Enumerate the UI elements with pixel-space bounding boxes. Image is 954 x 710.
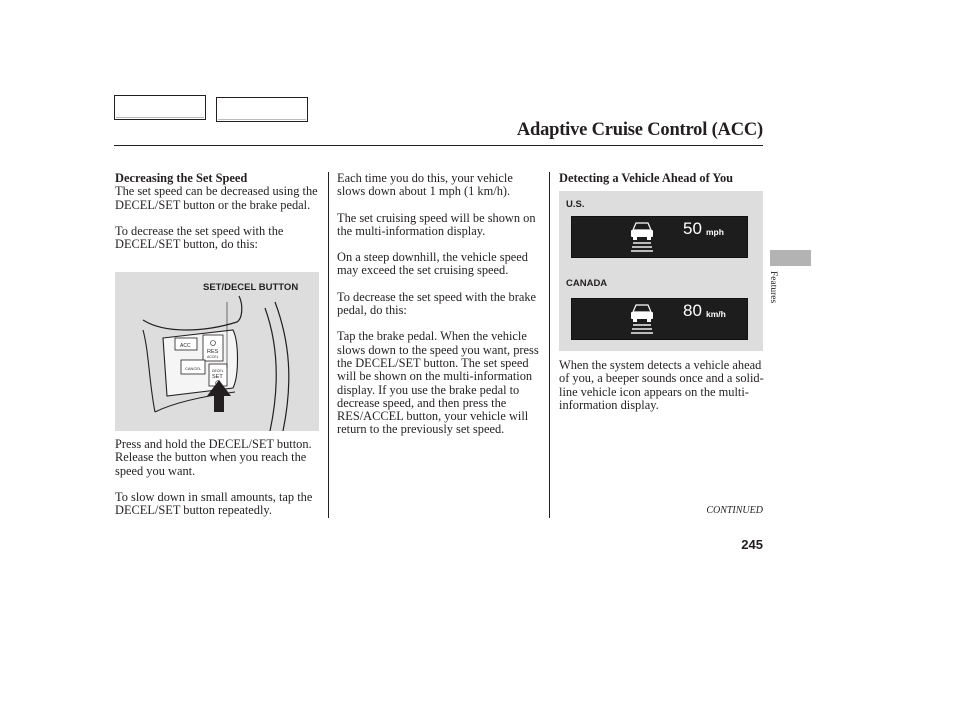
paragraph: Each time you do this, your vehicle slows down about 1 mph (1 km/h). <box>337 171 513 199</box>
column-1 <box>115 172 320 251</box>
res-button-label: RES <box>207 349 219 355</box>
section-label <box>764 271 786 321</box>
paragraph: When the system detects a vehicle ahead of you, a beeper sounds once and a solid-line vehicle icon appears on the multi-information display. <box>559 358 764 412</box>
set-speed-value: 80 <box>683 301 702 320</box>
title-rule <box>114 145 763 146</box>
column-3 <box>559 172 765 185</box>
set-decel-figure <box>115 272 319 431</box>
section-label-text: Features <box>768 271 778 304</box>
steering-wheel-controls-illustration <box>115 272 319 431</box>
column-2 <box>337 172 543 437</box>
speed-unit: mph <box>706 227 724 237</box>
continued-note: CONTINUED <box>706 505 763 516</box>
speed-unit: km/h <box>706 309 726 319</box>
section-heading: Detecting a Vehicle Ahead of You <box>559 171 734 185</box>
paragraph: To slow down in small amounts, tap the DECEL/SET button repeatedly. <box>115 489 313 518</box>
region-label-canada: CANADA <box>566 278 608 289</box>
column-divider <box>328 172 329 518</box>
column-1-lower <box>115 438 320 517</box>
set-speed-value: 50 <box>683 219 702 238</box>
paragraph: The set speed can be decreased using the DECEL/SET button or the brake pedal. <box>115 184 318 212</box>
region-label-us: U.S. <box>566 199 585 210</box>
accel-button-label: ACCEL <box>207 355 219 359</box>
column-3-lower <box>559 359 765 412</box>
paragraph: The set cruising speed will be shown on the multi-information display. <box>337 210 536 238</box>
nav-box-left[interactable] <box>114 95 206 120</box>
decel-button-label: DECEL <box>212 369 224 373</box>
paragraph: Press and hold the DECEL/SET button. Release the button when you reach the speed you want. <box>115 437 312 478</box>
nav-box-right[interactable] <box>216 97 308 122</box>
vehicle-ahead-icon <box>627 219 657 255</box>
acc-button-label: ACC <box>180 343 191 349</box>
figure-label: SET/DECEL BUTTON <box>203 282 299 293</box>
column-divider <box>549 172 550 518</box>
section-tab <box>770 250 811 266</box>
section-heading: Decreasing the Set Speed <box>115 171 248 185</box>
page-title: Adaptive Cruise Control (ACC) <box>516 120 763 140</box>
paragraph: To decrease the set speed with the brake pedal, do this: <box>337 289 537 318</box>
multi-info-display-canada <box>571 298 748 340</box>
page-number: 245 <box>741 537 763 552</box>
vehicle-ahead-icon <box>627 301 657 337</box>
multi-info-display-us <box>571 216 748 258</box>
display-figure <box>559 191 763 351</box>
cancel-button-label: CANCEL <box>185 366 202 371</box>
set-button-label: SET <box>212 374 223 380</box>
paragraph: To decrease the set speed with the DECEL/SET button, do this: <box>115 223 284 252</box>
paragraph: On a steep downhill, the vehicle speed may exceed the set cruising speed. <box>337 250 528 278</box>
paragraph: Tap the brake pedal. When the vehicle slows down to the speed you want, press the DECEL/SET button. The set speed will be shown on the multi-information display. If you use the brake pedal to decrease speed, and then press the RES/ACCEL button, your vehicle will return to the previously set speed. <box>337 329 539 437</box>
